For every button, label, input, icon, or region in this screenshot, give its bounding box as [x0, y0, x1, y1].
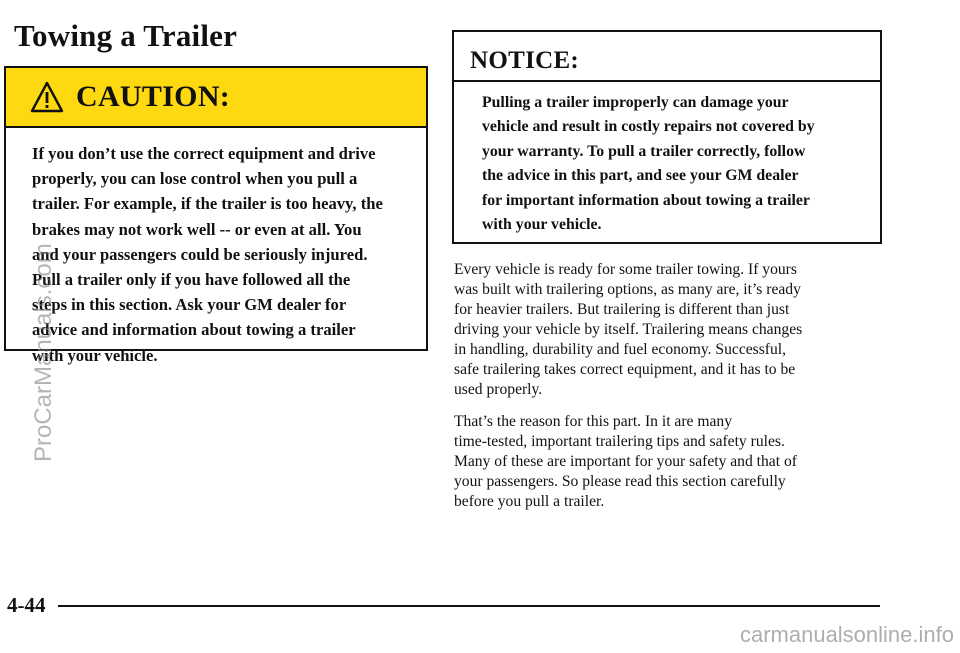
side-watermark: ProCarManuals.com — [30, 243, 57, 462]
notice-box — [452, 30, 882, 244]
notice-title: NOTICE: — [470, 47, 580, 74]
warning-triangle-icon — [30, 81, 64, 113]
caution-line: advice and information about towing a trailer — [32, 320, 356, 340]
paragraph-line: That’s the reason for this part. In it are many — [454, 413, 732, 430]
paragraph-line: in handling, durability and fuel economy. Successful, — [454, 341, 787, 358]
notice-line: vehicle and result in costly repairs not covered by — [482, 118, 815, 136]
page-number: 4-44 — [7, 593, 46, 617]
notice-header — [454, 32, 880, 82]
caution-line: If you don’t use the correct equipment and drive — [32, 144, 376, 163]
caution-line: properly, you can lose control when you pull a — [32, 169, 358, 189]
body-paragraph-1 — [454, 260, 802, 400]
paragraph-line: Every vehicle is ready for some trailer towing. If yours — [454, 261, 797, 278]
caution-line: Pull a trailer only if you have followed all the — [32, 270, 351, 290]
paragraph-line: time-tested, important trailering tips and safety rules. — [454, 433, 785, 450]
caution-text — [6, 128, 426, 368]
caution-title: CAUTION: — [76, 80, 231, 113]
paragraph-line: safe trailering takes correct equipment, and it has to be — [454, 361, 796, 378]
paragraph-line: for heavier trailers. But trailering is different than just — [454, 301, 790, 318]
paragraph-line: before you pull a trailer. — [454, 493, 605, 510]
caution-line: and your passengers could be seriously injured. — [32, 244, 368, 264]
bottom-watermark: carmanualsonline.info — [739, 622, 954, 647]
paragraph-line: was built with trailering options, as many are, it’s ready — [454, 281, 801, 298]
paragraph-line: Many of these are important for your safety and that of — [454, 453, 797, 470]
caution-line: with your vehicle. — [32, 345, 158, 365]
notice-text — [454, 82, 880, 237]
caution-line: trailer. For example, if the trailer is too heavy, the — [32, 194, 383, 214]
footer-divider — [58, 605, 880, 607]
notice-line: the advice in this part, and see your GM dealer — [482, 167, 799, 185]
paragraph-line: used properly. — [454, 381, 543, 398]
caution-header — [6, 68, 426, 128]
page-title: Towing a Trailer — [14, 18, 238, 53]
paragraph-line: driving your vehicle by itself. Trailering means changes — [454, 321, 803, 338]
notice-line: Pulling a trailer improperly can damage your — [482, 94, 789, 111]
notice-line: with your vehicle. — [482, 216, 602, 234]
body-paragraph-2 — [454, 412, 797, 512]
paragraph-line: your passengers. So please read this section carefully — [454, 473, 786, 490]
notice-line: your warranty. To pull a trailer correctly, follow — [482, 142, 806, 160]
notice-line: for important information about towing a trailer — [482, 191, 810, 209]
caution-line: steps in this section. Ask your GM dealer for — [32, 295, 347, 315]
caution-line: brakes may not work well -- or even at all. You — [32, 219, 362, 239]
